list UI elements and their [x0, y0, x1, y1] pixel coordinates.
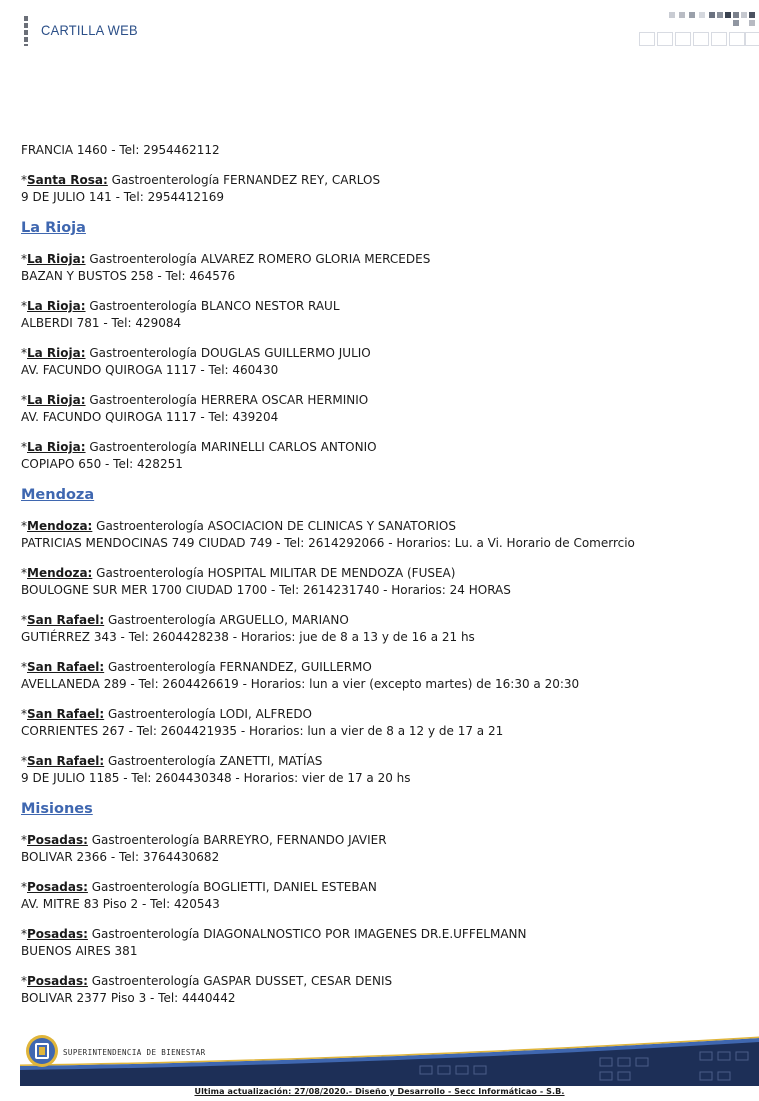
listing-entry: *San Rafael: Gastroenterología LODI, ALFREDO CORRIENTES 267 - Tel: 2604421935 - Horarios: lun a vier de 8 a 12 y de 17 a 21	[21, 706, 741, 740]
header-squares-decoration	[637, 12, 759, 48]
city-name: Posadas:	[27, 833, 88, 847]
city-name: La Rioja:	[27, 346, 86, 360]
city-name: Posadas:	[27, 880, 88, 894]
address-line: PATRICIAS MENDOCINAS 749 CIUDAD 749 - Tel: 2614292066 - Horarios: Lu. a Vi. Horario de Comerrcio	[21, 536, 635, 550]
provider-name: Gastroenterología ASOCIACION DE CLINICAS Y SANATORIOS	[92, 519, 456, 533]
city-name: Posadas:	[27, 927, 88, 941]
provider-name: Gastroenterología ZANETTI, MATÍAS	[104, 754, 323, 768]
address-line: BOLIVAR 2377 Piso 3 - Tel: 4440442	[21, 991, 236, 1005]
address-line: 9 DE JULIO 1185 - Tel: 2604430348 - Horarios: vier de 17 a 20 hs	[21, 771, 411, 785]
header-accent-bar	[24, 16, 28, 46]
listing-entry: *La Rioja: Gastroenterología MARINELLI CARLOS ANTONIO COPIAPO 650 - Tel: 428251	[21, 439, 741, 473]
city-name: La Rioja:	[27, 393, 86, 407]
address-line: BOULOGNE SUR MER 1700 CIUDAD 1700 - Tel: 2614231740 - Horarios: 24 HORAS	[21, 583, 511, 597]
provider-name: Gastroenterología FERNANDEZ, GUILLERMO	[104, 660, 372, 674]
city-name: San Rafael:	[27, 707, 105, 721]
city-name: Mendoza:	[27, 566, 93, 580]
provider-name: Gastroenterología HOSPITAL MILITAR DE MENDOZA (FUSEA)	[92, 566, 456, 580]
page-footer	[0, 1028, 759, 1101]
address-line: GUTIÉRREZ 343 - Tel: 2604428238 - Horarios: jue de 8 a 13 y de 16 a 21 hs	[21, 630, 475, 644]
listing-entry: *Mendoza: Gastroenterología ASOCIACION DE CLINICAS Y SANATORIOS PATRICIAS MENDOCINAS 749 CIUDAD 749 - Tel: 2614292066 - Horarios: Lu. a Vi. Horario de Comerrcio	[21, 518, 741, 552]
city-name: San Rafael:	[27, 660, 105, 674]
city-name: Mendoza:	[27, 519, 93, 533]
address-line: AV. FACUNDO QUIROGA 1117 - Tel: 460430	[21, 363, 279, 377]
listing-entry: *Mendoza: Gastroenterología HOSPITAL MILITAR DE MENDOZA (FUSEA) BOULOGNE SUR MER 1700 CIUDAD 1700 - Tel: 2614231740 - Horarios: 24 HORAS	[21, 565, 741, 599]
city-name: La Rioja:	[27, 299, 86, 313]
provider-name: Gastroenterología DIAGONALNOSTICO POR IMAGENES DR.E.UFFELMANN	[87, 927, 527, 941]
listing-entry: *Santa Rosa: Gastroenterología FERNANDEZ REY, CARLOS 9 DE JULIO 141 - Tel: 2954412169	[21, 172, 741, 206]
last-updated-note: Ultima actualización: 27/08/2020.- Diseño y Desarrollo - Secc Informáticao - S.B.	[194, 1087, 565, 1096]
listing-entry: *La Rioja: Gastroenterología DOUGLAS GUILLERMO JULIO AV. FACUNDO QUIROGA 1117 - Tel: 460430	[21, 345, 741, 379]
provider-name: Gastroenterología BLANCO NESTOR RAUL	[85, 299, 340, 313]
listing-entry: *La Rioja: Gastroenterología HERRERA OSCAR HERMINIO AV. FACUNDO QUIROGA 1117 - Tel: 439204	[21, 392, 741, 426]
provider-name: Gastroenterología MARINELLI CARLOS ANTONIO	[85, 440, 377, 454]
provider-name: Gastroenterología FERNANDEZ REY, CARLOS	[107, 173, 381, 187]
section-title-la-rioja[interactable]: La Rioja	[21, 220, 86, 236]
listing-entry: *Posadas: Gastroenterología DIAGONALNOSTICO POR IMAGENES DR.E.UFFELMANN BUENOS AIRES 381	[21, 926, 741, 960]
listing-entry: *Posadas: Gastroenterología BOGLIETTI, DANIEL ESTEBAN AV. MITRE 83 Piso 2 - Tel: 420543	[21, 879, 741, 913]
listing-entry: *San Rafael: Gastroenterología ZANETTI, MATÍAS 9 DE JULIO 1185 - Tel: 2604430348 - Horarios: vier de 17 a 20 hs	[21, 753, 741, 787]
provider-name: Gastroenterología ALVAREZ ROMERO GLORIA MERCEDES	[85, 252, 431, 266]
footer-banner	[0, 1028, 759, 1088]
address-line: 9 DE JULIO 141 - Tel: 2954412169	[21, 190, 224, 204]
city-name: La Rioja:	[27, 252, 86, 266]
address-line: ALBERDI 781 - Tel: 429084	[21, 316, 182, 330]
header-title: CARTILLA WEB	[41, 22, 138, 38]
section-title-misiones[interactable]: Misiones	[21, 801, 93, 817]
provider-name: Gastroenterología ARGUELLO, MARIANO	[104, 613, 349, 627]
address-line: CORRIENTES 267 - Tel: 2604421935 - Horarios: lun a vier de 8 a 12 y de 17 a 21	[21, 724, 504, 738]
address-line: AV. FACUNDO QUIROGA 1117 - Tel: 439204	[21, 410, 279, 424]
section-title-mendoza[interactable]: Mendoza	[21, 487, 95, 503]
city-name: San Rafael:	[27, 754, 105, 768]
listing-entry: *Posadas: Gastroenterología GASPAR DUSSET, CESAR DENIS BOLIVAR 2377 Piso 3 - Tel: 4440442	[21, 973, 741, 1007]
address-line: BOLIVAR 2366 - Tel: 3764430682	[21, 850, 220, 864]
provider-name: Gastroenterología DOUGLAS GUILLERMO JULIO	[85, 346, 371, 360]
provider-name: Gastroenterología BARREYRO, FERNANDO JAVIER	[87, 833, 387, 847]
listing-entry	[21, 142, 741, 159]
address-line: BUENOS AIRES 381	[21, 944, 138, 958]
address-line: FRANCIA 1460 - Tel: 2954462112	[21, 143, 220, 157]
address-line: AVELLANEDA 289 - Tel: 2604426619 - Horarios: lun a vier (excepto martes) de 16:30 a 20:30	[21, 677, 580, 691]
provider-name: Gastroenterología LODI, ALFREDO	[104, 707, 313, 721]
listing-content	[21, 142, 741, 1020]
city-name: La Rioja:	[27, 440, 86, 454]
city-name: San Rafael:	[27, 613, 105, 627]
provider-name: Gastroenterología GASPAR DUSSET, CESAR DENIS	[87, 974, 393, 988]
city-name: Posadas:	[27, 974, 88, 988]
city-name: Santa Rosa:	[27, 173, 108, 187]
listing-entry: *La Rioja: Gastroenterología BLANCO NESTOR RAUL ALBERDI 781 - Tel: 429084	[21, 298, 741, 332]
address-line: COPIAPO 650 - Tel: 428251	[21, 457, 183, 471]
organization-name: SUPERINTENDENCIA DE BIENESTAR	[63, 1048, 206, 1057]
listing-entry: *Posadas: Gastroenterología BARREYRO, FERNANDO JAVIER BOLIVAR 2366 - Tel: 3764430682	[21, 832, 741, 866]
listing-entry: *San Rafael: Gastroenterología ARGUELLO, MARIANO GUTIÉRREZ 343 - Tel: 2604428238 - Horarios: jue de 8 a 13 y de 16 a 21 hs	[21, 612, 741, 646]
institution-emblem-icon	[25, 1034, 59, 1068]
provider-name: Gastroenterología BOGLIETTI, DANIEL ESTEBAN	[87, 880, 377, 894]
address-line: BAZAN Y BUSTOS 258 - Tel: 464576	[21, 269, 236, 283]
listing-entry: *La Rioja: Gastroenterología ALVAREZ ROMERO GLORIA MERCEDES BAZAN Y BUSTOS 258 - Tel: 464576	[21, 251, 741, 285]
provider-name: Gastroenterología HERRERA OSCAR HERMINIO	[85, 393, 369, 407]
page-header	[0, 0, 759, 60]
address-line: AV. MITRE 83 Piso 2 - Tel: 420543	[21, 897, 220, 911]
listing-entry: *San Rafael: Gastroenterología FERNANDEZ, GUILLERMO AVELLANEDA 289 - Tel: 2604426619 - Horarios: lun a vier (excepto martes) de 16:30 a 20:30	[21, 659, 741, 693]
